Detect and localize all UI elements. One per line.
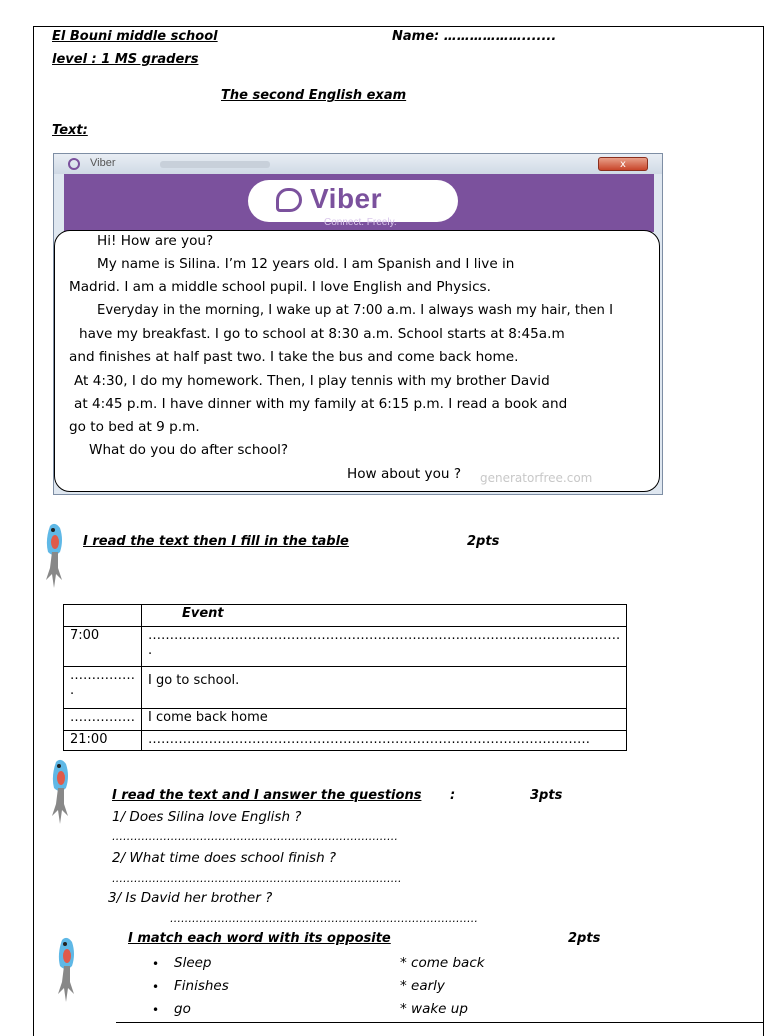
question-3: 3/ Is David her brother ? [108, 890, 273, 906]
parrot-mascot-icon [40, 522, 70, 592]
close-icon: x [598, 157, 648, 171]
viber-logo [248, 180, 458, 222]
answer-dots[interactable]: …………… [70, 710, 135, 725]
blurred-contact-name [160, 161, 270, 168]
match-left-word: Finishes [174, 978, 229, 994]
level-label: level : 1 MS graders [52, 52, 199, 67]
answer-dots[interactable]: …………… [70, 668, 135, 683]
question-1: 1/ Does Silina love English ? [112, 809, 302, 825]
task1-points: 2pts [467, 534, 500, 549]
parrot-mascot-icon [46, 758, 76, 828]
table-cell [142, 709, 627, 731]
task2-instruction: I read the text and I answer the questions [112, 788, 422, 803]
table-header-event: Event [142, 605, 627, 627]
match-left-word: go [174, 1001, 191, 1017]
event-value: I come back home [148, 710, 268, 725]
task3-instruction: I match each word with its opposite [128, 931, 391, 946]
event-table [63, 604, 627, 751]
task2-colon: : [450, 788, 456, 803]
exam-title: The second English exam [221, 88, 407, 103]
message-line: What do you do after school? [89, 442, 289, 458]
viber-window-title: Viber [90, 157, 116, 169]
time-value: 21:00 [70, 732, 108, 747]
table-cell[interactable] [64, 709, 142, 731]
message-line: Hi! How are you? [97, 233, 214, 249]
answer-dots: . [148, 643, 153, 658]
viber-banner [64, 174, 654, 232]
viber-tagline: Connect. Freely. [324, 217, 397, 228]
parrot-mascot-icon [52, 932, 82, 1010]
message-line: My name is Silina. I’m 12 years old. I am Spanish and I live in [97, 256, 515, 272]
task3-points: 2pts [568, 931, 601, 946]
task1-instruction: I read the text then I fill in the table [83, 534, 349, 549]
table-cell[interactable] [142, 731, 627, 751]
match-right-word: * wake up [400, 1001, 468, 1017]
answer-dots[interactable]: ………………………………………………………………………………………… [148, 732, 590, 747]
event-value: I go to school. [148, 673, 240, 688]
table-cell [64, 627, 142, 667]
question-2: 2/ What time does school finish ? [112, 850, 337, 866]
table-row [64, 731, 627, 751]
viber-app-icon [68, 158, 80, 170]
bullet-icon: • [152, 1003, 160, 1017]
message-line: go to bed at 9 p.m. [69, 419, 200, 435]
message-line: at 4:45 p.m. I have dinner with my family at 6:15 p.m. I read a book and [74, 396, 568, 412]
viber-window [53, 153, 663, 495]
match-left-word: Sleep [174, 955, 212, 971]
bullet-icon: • [152, 957, 160, 971]
text-label: Text: [52, 123, 88, 138]
time-value: 7:00 [70, 628, 100, 643]
viber-logo-text: Viber [310, 183, 383, 214]
table-row [64, 709, 627, 731]
table-cell[interactable] [142, 627, 627, 667]
answer-line-1[interactable]: …………………………………………………………………… [112, 830, 398, 843]
message-line: How about you ? [347, 466, 462, 482]
bullet-icon: • [152, 980, 160, 994]
message-line: At 4:30, I do my homework. Then, I play tennis with my brother David [74, 373, 550, 389]
match-right-word: * come back [400, 955, 485, 971]
message-line: and finishes at half past two. I take the bus and come back home. [69, 349, 519, 365]
phone-bubble-icon [276, 188, 302, 212]
school-name: El Bouni middle school [52, 29, 218, 44]
answer-line-3[interactable]: ………………………………………………………………………… [170, 912, 478, 925]
answer-line-2[interactable]: ……………………………………………………………………. [112, 872, 402, 885]
table-cell [64, 605, 142, 627]
table-row [64, 627, 627, 667]
message-line: Madrid. I am a middle school pupil. I love English and Physics. [69, 279, 491, 295]
viber-titlebar [54, 154, 662, 174]
name-field-label: Name: ………………....... [392, 29, 557, 44]
message-line: have my breakfast. I go to school at 8:30 a.m. School starts at 8:45a.m [79, 326, 565, 342]
table-cell[interactable] [64, 667, 142, 709]
message-line: Everyday in the morning, I wake up at 7:00 a.m. I always wash my hair, then I [97, 303, 613, 318]
table-row [64, 667, 627, 709]
answer-dots: . [70, 683, 75, 698]
table-header-row [64, 605, 627, 627]
table-cell [64, 731, 142, 751]
message-bubble [54, 230, 660, 492]
table-cell [142, 667, 627, 709]
match-right-word: * early [400, 978, 445, 994]
bottom-rule [116, 1022, 764, 1023]
task2-points: 3pts [530, 788, 563, 803]
watermark: generatorfree.com [480, 471, 593, 485]
answer-dots[interactable]: ………………………………………………………………………………………………. [148, 628, 621, 643]
